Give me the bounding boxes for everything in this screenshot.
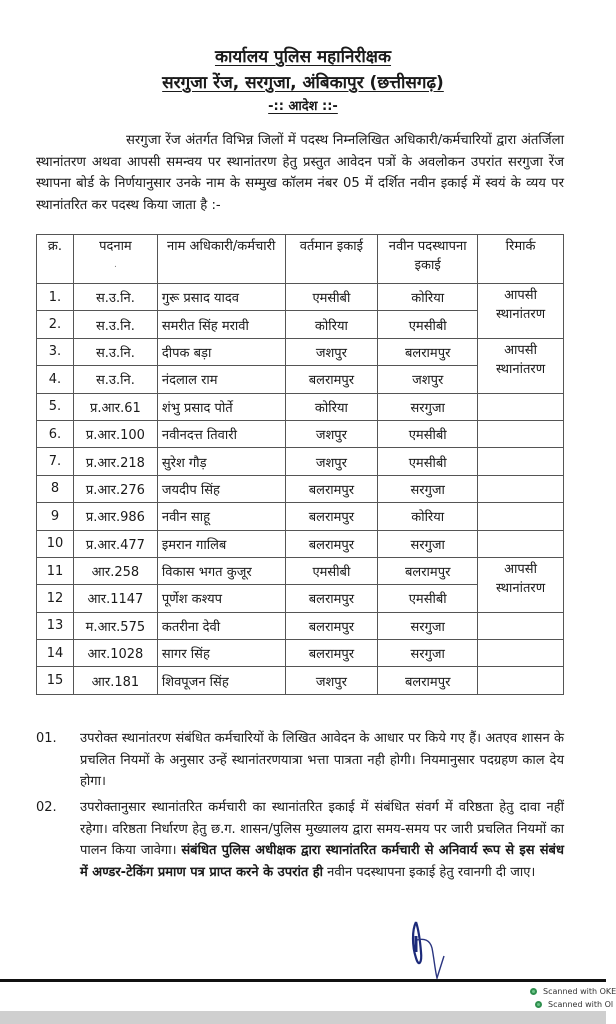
cell-new-unit: सरगुजा: [378, 612, 478, 639]
note-text-bold: संबंधित पुलिस अधीक्षक द्वारा स्थानांतरित कर्मचारी से अनिवार्य रूप से इस संबंध में अण्डर-टेकिंग प्रमाण पत्र प्राप्त करने के उपरांत ही: [80, 843, 564, 880]
col-header-current-unit: वर्तमान इकाई: [285, 235, 378, 284]
bottom-bar: [0, 1011, 606, 1024]
cell-sno: 15: [37, 667, 74, 694]
cell-current-unit: जशपुर: [285, 667, 378, 694]
cell-designation: स.उ.नि.: [73, 311, 157, 338]
cell-name: समरीत सिंह मरावी: [157, 311, 285, 338]
table-header-row: [37, 235, 564, 284]
note-01: [36, 728, 564, 793]
cell-remark: [478, 503, 564, 530]
cell-name: नवीनदत्त तिवारी: [157, 420, 285, 447]
cell-name: दीपक बड़ा: [157, 338, 285, 365]
cell-current-unit: जशपुर: [285, 448, 378, 475]
cell-new-unit: जशपुर: [378, 366, 478, 393]
cell-sno: 14: [37, 640, 74, 667]
cell-designation: प्र.आर.276: [73, 475, 157, 502]
cell-current-unit: कोरिया: [285, 393, 378, 420]
table-row: [37, 667, 564, 694]
cell-new-unit: सरगुजा: [378, 530, 478, 557]
cell-designation: प्र.आर.986: [73, 503, 157, 530]
cell-new-unit: एमसीबी: [378, 420, 478, 447]
cell-name: पूर्णेश कश्यप: [157, 585, 285, 612]
cell-remark: आपसी स्थानांतरण: [478, 284, 564, 339]
cell-sno: 9: [37, 503, 74, 530]
cell-new-unit: कोरिया: [378, 284, 478, 311]
cell-current-unit: बलरामपुर: [285, 640, 378, 667]
cell-remark: [478, 530, 564, 557]
cell-name: विकास भगत कुजूर: [157, 557, 285, 584]
cell-designation: स.उ.नि.: [73, 366, 157, 393]
cell-remark: आपसी स्थानांतरण: [478, 338, 564, 393]
cell-current-unit: कोरिया: [285, 311, 378, 338]
order-title: [0, 96, 606, 114]
col-header-designation: [73, 235, 157, 284]
cell-name: जयदीप सिंह: [157, 475, 285, 502]
cell-remark: [478, 667, 564, 694]
cell-current-unit: बलरामपुर: [285, 585, 378, 612]
cell-sno: 6.: [37, 420, 74, 447]
note-text: [80, 797, 564, 883]
scanner-logo-icon: [535, 1001, 542, 1008]
cell-new-unit: सरगुजा: [378, 475, 478, 502]
bottom-rule: [0, 979, 606, 982]
cell-designation: आर.1147: [73, 585, 157, 612]
cell-sno: 8: [37, 475, 74, 502]
cell-designation: प्र.आर.100: [73, 420, 157, 447]
cell-designation: आर.181: [73, 667, 157, 694]
table-row: [37, 284, 564, 311]
cell-remark: [478, 475, 564, 502]
table-row: [37, 475, 564, 502]
cell-designation: स.उ.नि.: [73, 338, 157, 365]
cell-current-unit: जशपुर: [285, 338, 378, 365]
table-row: [37, 612, 564, 639]
cell-designation: म.आर.575: [73, 612, 157, 639]
cell-current-unit: बलरामपुर: [285, 612, 378, 639]
note-text-tail: नवीन पदस्थापना इकाई हेतु रवानगी दी जाए।: [327, 864, 536, 880]
cell-designation: आर.258: [73, 557, 157, 584]
cell-new-unit: एमसीबी: [378, 585, 478, 612]
table-row: [37, 420, 564, 447]
table-row: [37, 640, 564, 667]
cell-remark: आपसी स्थानांतरण: [478, 557, 564, 612]
cell-remark: [478, 448, 564, 475]
cell-name: कतरीना देवी: [157, 612, 285, 639]
cell-new-unit: कोरिया: [378, 503, 478, 530]
order-title-text: -:: आदेश ::-: [268, 99, 338, 114]
cell-name: शिवपूजन सिंह: [157, 667, 285, 694]
cell-current-unit: एमसीबी: [285, 284, 378, 311]
scan-stamp: [530, 987, 616, 996]
cell-new-unit: सरगुजा: [378, 640, 478, 667]
header-dot: .: [113, 260, 117, 270]
cell-sno: 1.: [37, 284, 74, 311]
cell-designation: प्र.आर.477: [73, 530, 157, 557]
cell-new-unit: सरगुजा: [378, 393, 478, 420]
cell-name: इमरान गालिब: [157, 530, 285, 557]
cell-name: सागर सिंह: [157, 640, 285, 667]
cell-name: नवीन साहू: [157, 503, 285, 530]
cell-current-unit: बलरामपुर: [285, 366, 378, 393]
cell-sno: 5.: [37, 393, 74, 420]
transfer-table: [36, 234, 564, 695]
table-row: [37, 557, 564, 584]
cell-current-unit: एमसीबी: [285, 557, 378, 584]
cell-remark: [478, 640, 564, 667]
signature: [410, 918, 470, 986]
location-heading-text: सरगुजा रेंज, सरगुजा, अंबिकापुर (छत्तीसगढ़): [162, 73, 444, 93]
cell-current-unit: जशपुर: [285, 420, 378, 447]
cell-remark: [478, 393, 564, 420]
cell-sno: 13: [37, 612, 74, 639]
col-header-sno: क्र.: [37, 235, 74, 284]
cell-sno: 11: [37, 557, 74, 584]
cell-name: गुरू प्रसाद यादव: [157, 284, 285, 311]
col-header-name: नाम अधिकारी/कर्मचारी: [157, 235, 285, 284]
note-text: उपरोक्त स्थानांतरण संबंधित कर्मचारियों के लिखित आवेदन के आधार पर किये गए हैं। अतएव शासन के प्रचलित नियमों के अनुसार उन्हें स्थानांतरणयात्रा भत्ता पात्रता नही होगी। नियमानुसार पदग्रहण काल देय होगा।: [80, 731, 564, 789]
table-row: [37, 503, 564, 530]
col-header-new-unit: नवीन पदस्थापना इकाई: [378, 235, 478, 284]
note-number: 02.: [36, 800, 57, 815]
cell-new-unit: बलरामपुर: [378, 667, 478, 694]
note-number: 01.: [36, 731, 57, 746]
cell-remark: [478, 612, 564, 639]
note-02: [36, 797, 564, 883]
cell-name: सुरेश गौड़: [157, 448, 285, 475]
cell-designation: स.उ.नि.: [73, 284, 157, 311]
cell-sno: 7.: [37, 448, 74, 475]
cell-designation: आर.1028: [73, 640, 157, 667]
office-heading: [0, 44, 606, 67]
cell-current-unit: बलरामपुर: [285, 475, 378, 502]
scan-stamp-text: Scanned with OKE: [543, 987, 616, 996]
scan-stamp-text: Scanned with Ol: [548, 1000, 614, 1009]
cell-sno: 2.: [37, 311, 74, 338]
cell-sno: 3.: [37, 338, 74, 365]
table-row: [37, 448, 564, 475]
scan-stamp: [535, 1000, 613, 1009]
cell-name: शंभु प्रसाद पोर्ते: [157, 393, 285, 420]
table-row: [37, 338, 564, 365]
scanner-logo-icon: [530, 988, 537, 995]
col-header-remark: रिमार्क: [478, 235, 564, 284]
office-heading-text: कार्यालय पुलिस महानिरीक्षक: [214, 47, 392, 67]
cell-sno: 4.: [37, 366, 74, 393]
cell-new-unit: बलरामपुर: [378, 338, 478, 365]
cell-new-unit: बलरामपुर: [378, 557, 478, 584]
cell-designation: प्र.आर.61: [73, 393, 157, 420]
location-heading: [0, 70, 606, 93]
cell-sno: 12: [37, 585, 74, 612]
cell-current-unit: बलरामपुर: [285, 530, 378, 557]
intro-paragraph: सरगुजा रेंज अंतर्गत विभिन्न जिलों में पदस्थ निम्नलिखित अधिकारी/कर्मचारियों द्वारा अंतर्जिला स्थानांतरण अथवा आपसी समन्वय पर स्थानांतरण हेतु प्रस्तुत आवेदन पत्रों के अवलोकन उपरांत सरगुजा रेंज स्थापना बोर्ड के निर्णयानुसार उनके नाम के सम्मुख कॉलम नंबर 05 में दर्शित नवीन इकाई में स्वयं के व्यय पर स्थानांतरित कर पदस्थ किया जाता है :-: [36, 133, 564, 213]
cell-sno: 10: [37, 530, 74, 557]
cell-new-unit: एमसीबी: [378, 311, 478, 338]
table-row: [37, 393, 564, 420]
cell-remark: [478, 420, 564, 447]
cell-name: नंदलाल राम: [157, 366, 285, 393]
note-text-plain: उपरोक्तानुसार स्थानांतरित कर्मचारी का स्थानांतरित इकाई में संबंधित संवर्ग में वरिष्ठता हेतु दावा नहीं रहेगा। वरिष्ठता निर्धारण हेतु छ.ग. शासन/पुलिस मुख्यालय द्वारा समय-समय पर जारी प्रचलित नियमों का पालन किया जावेगा।: [80, 800, 564, 858]
col-header-designation-text: पदनाम: [99, 239, 132, 254]
table-row: [37, 530, 564, 557]
cell-new-unit: एमसीबी: [378, 448, 478, 475]
cell-current-unit: बलरामपुर: [285, 503, 378, 530]
cell-designation: प्र.आर.218: [73, 448, 157, 475]
